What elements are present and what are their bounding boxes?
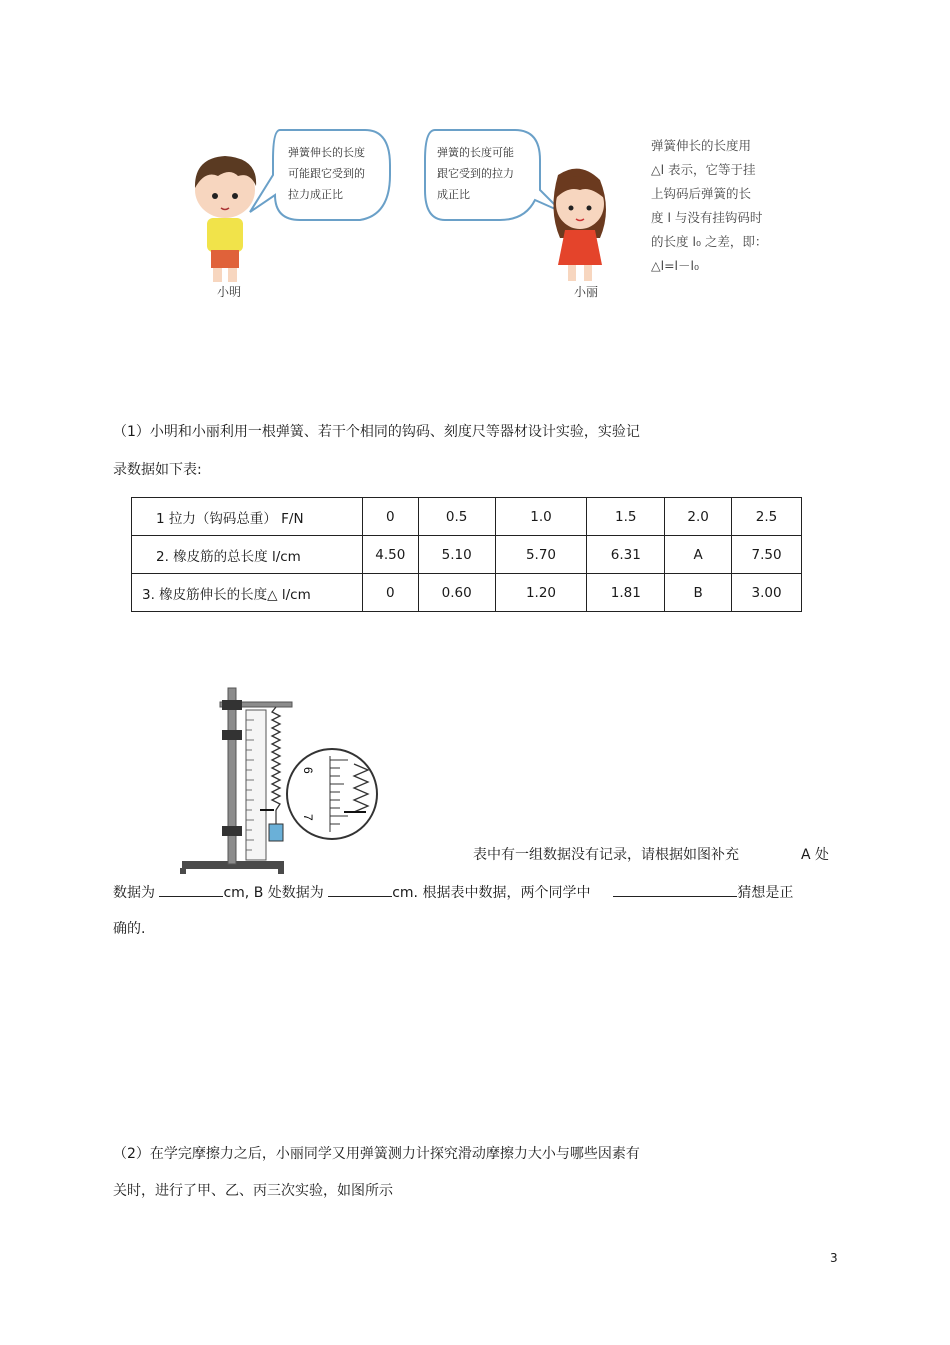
row-label: 2. 橡皮筋的总长度 l/cm: [132, 536, 363, 574]
girl-name-label: 小丽: [574, 285, 599, 299]
blank-b-answer[interactable]: [328, 882, 392, 897]
boy-name-label: 小明: [217, 285, 242, 299]
spring-apparatus-figure: [180, 684, 390, 879]
magnifier-number-6: 6: [301, 767, 315, 774]
girl-bubble-line-3: 成正比: [437, 188, 470, 201]
fill-in-text-a: 数据为: [113, 885, 155, 901]
table-row: [132, 536, 802, 574]
table-row: [132, 498, 802, 536]
girl-bubble-line-2: 跟它受到的拉力: [437, 167, 514, 180]
table-cell: 0.5: [418, 498, 495, 536]
side-note-line-1: 弹簧伸长的长度用: [651, 138, 752, 153]
side-note-line-5: 的长度 l₀ 之差，即：: [651, 234, 768, 249]
table-cell: B: [665, 574, 732, 612]
question1-line2: 录数据如下表:: [113, 462, 202, 478]
blank-a-answer[interactable]: [159, 882, 223, 897]
side-note-line-6: △l=l－l₀: [651, 258, 700, 273]
question2-line2: 关时，进行了甲、乙、丙三次实验，如图所示: [113, 1183, 393, 1199]
table-cell: 1.20: [495, 574, 587, 612]
table-cell: 0: [362, 498, 418, 536]
table-cell: 2.0: [665, 498, 732, 536]
row-label: 1 拉力（钩码总重） F/N: [132, 498, 363, 536]
magnifier-number-7: 7: [301, 814, 315, 821]
table-cell: 7.50: [732, 536, 802, 574]
table-cell: A: [665, 536, 732, 574]
data-table: [131, 497, 802, 612]
fill-in-line1: 表中有一组数据没有记录，请根据如图补充: [473, 847, 739, 863]
side-note-line-2: △l 表示，它等于挂: [651, 162, 756, 177]
fill-in-text-c: cm. 根据表中数据，两个同学中: [392, 885, 591, 901]
question2-line1: （2）在学完摩擦力之后，小丽同学又用弹簧测力计探究滑动摩擦力大小与哪些因素有: [113, 1146, 640, 1162]
side-note: [651, 134, 767, 278]
fill-in-line3: 确的.: [113, 921, 146, 937]
side-note-line-4: 度 l 与没有挂钩码时: [651, 210, 763, 225]
boy-bubble-line-3: 拉力成正比: [288, 188, 343, 201]
boy-bubble-line-2: 可能跟它受到的: [288, 167, 365, 180]
table-cell: 2.5: [732, 498, 802, 536]
table-cell: 1.5: [587, 498, 665, 536]
girl-figure: [553, 169, 606, 281]
table-cell: 0.60: [418, 574, 495, 612]
table-cell: 0: [362, 574, 418, 612]
table-cell: 1.0: [495, 498, 587, 536]
table-cell: 6.31: [587, 536, 665, 574]
fill-in-line2: [113, 882, 793, 903]
side-note-line-3: 上钩码后弹簧的长: [651, 186, 752, 201]
fill-in-text-d: 猜想是正: [737, 885, 794, 901]
page-number: 3: [830, 1251, 838, 1265]
row-label: 3. 橡皮筋伸长的长度△ l/cm: [132, 574, 363, 612]
fill-in-line1-a: A 处: [801, 847, 830, 863]
table-cell: 1.81: [587, 574, 665, 612]
table-cell: 4.50: [362, 536, 418, 574]
girl-bubble-line-1: 弹簧的长度可能: [437, 146, 514, 159]
table-row: [132, 574, 802, 612]
table-cell: 5.70: [495, 536, 587, 574]
question1-line1: （1）小明和小丽利用一根弹簧、若干个相同的钩码、刻度尺等器材设计实验，实验记: [113, 424, 640, 440]
fill-in-text-b: cm, B 处数据为: [223, 885, 324, 901]
blank-guess-answer[interactable]: [613, 882, 737, 897]
boy-figure: [195, 156, 256, 282]
boy-bubble-line-1: 弹簧伸长的长度: [288, 146, 365, 159]
table-cell: 3.00: [732, 574, 802, 612]
boy-girl-illustration: [180, 120, 630, 310]
table-cell: 5.10: [418, 536, 495, 574]
